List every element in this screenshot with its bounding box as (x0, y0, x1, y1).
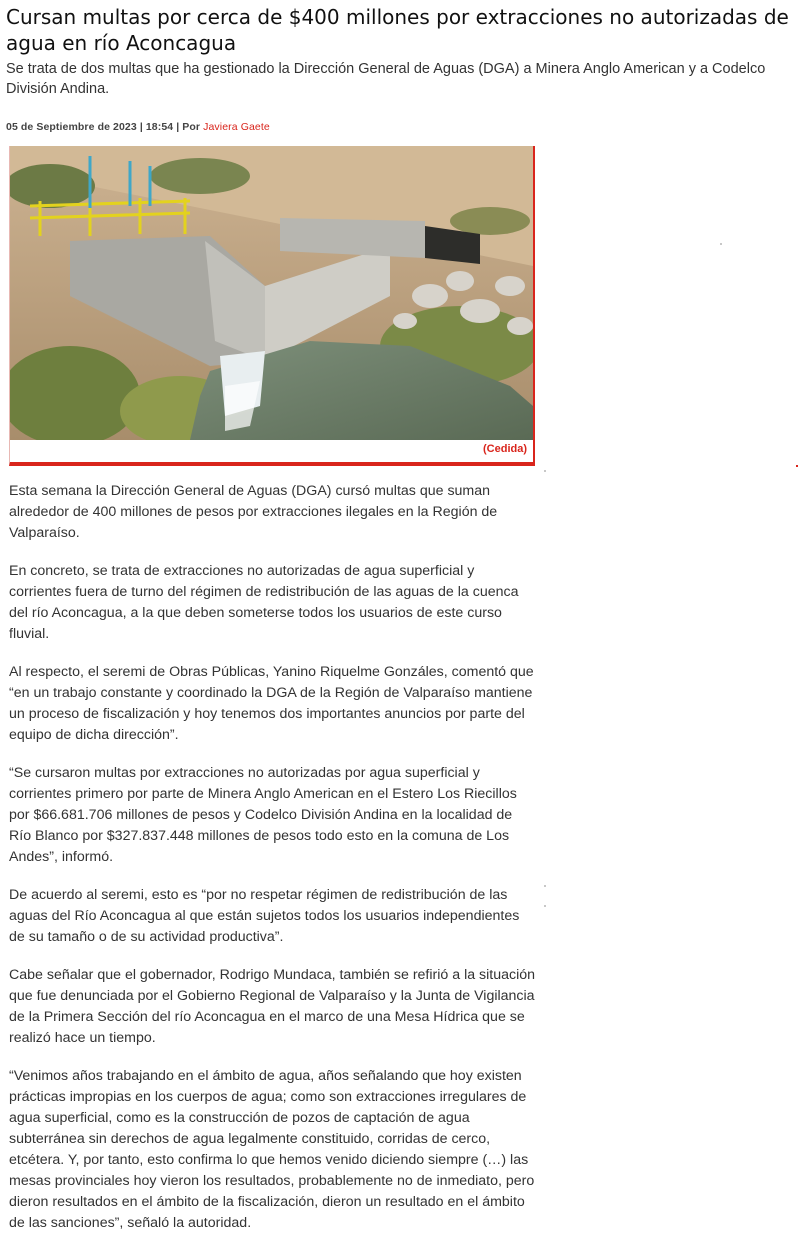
margin-speck (544, 470, 546, 472)
article-subtitle: Se trata de dos multas que ha gestionado la Dirección General de Aguas (DGA) a Minera Anglo American y a Codelco División Andina. (6, 61, 766, 97)
article-body (9, 481, 537, 1251)
dam-photo-illustration (10, 146, 533, 440)
margin-speck (720, 243, 722, 245)
article-paragraph: De acuerdo al seremi, esto es “por no respetar régimen de redistribución de las aguas del Río Aconcagua al que están sujetos todos los usuarios independientes de su tamaño o de su actividad productiva”. (9, 887, 520, 945)
photo-credit: (Cedida) (483, 443, 527, 455)
article-paragraph: En concreto, se trata de extracciones no autorizadas de agua superficial y corrientes fuera de turno del régimen de redistribución de las aguas de la cuenca del río Aconcagua, a la que deben someterse todos los usuarios de este curso fluvial. (9, 563, 519, 642)
article-paragraph: “Venimos años trabajando en el ámbito de agua, años señalando que hoy existen prácticas impropias en los cuerpos de agua; como son extracciones irregulares de agua superficial, como es la construcción de pozos de captación de agua subterránea sin derechos de agua legalmente constituido, corridas de cerco, etcétera. Y, por tanto, esto confirma lo que hemos venido diciendo siempre (…) las mesas provinciales hoy vieron los resultados, probablemente no de inmediato, pero dieron resultados en el ámbito de la fiscalización, dieron un resultado en el ámbito de las sanciones”, señaló la autoridad. (9, 1068, 535, 1231)
article-photo (9, 146, 535, 466)
article-date: 05 de Septiembre de 2023 | 18:54 | Por (6, 121, 201, 133)
article-paragraph: Al respecto, el seremi de Obras Públicas, Yanino Riquelme Gonzáles, comentó que “en un trabajo constante y coordinado la DGA de la Región de Valparaíso mantiene un proceso de fiscalización y hoy tenemos dos importantes anuncios por parte del equipo de dicha dirección”. (9, 664, 534, 743)
margin-speck (544, 885, 546, 887)
article-byline (6, 121, 270, 133)
margin-speck (544, 905, 546, 907)
article-paragraph: Esta semana la Dirección General de Aguas (DGA) cursó multas que suman alrededor de 400 millones de pesos por extracciones ilegales en la Región de Valparaíso. (9, 483, 498, 541)
author-link[interactable]: Javiera Gaete (203, 121, 270, 133)
article-headline: Cursan multas por cerca de $400 millones por extracciones no autorizadas de agua en río Aconcagua (6, 5, 789, 55)
article-paragraph: “Se cursaron multas por extracciones no autorizadas por agua superficial y corrientes primero por parte de Minera Anglo American en el Estero Los Riecillos por $66.681.706 millones de pesos y Codelco División Andina en la localidad de Río Blanco por $327.837.448 millones de pesos todo esto en la comuna de Los Andes”, informó. (9, 765, 517, 865)
margin-speck (796, 465, 798, 467)
article-paragraph: Cabe señalar que el gobernador, Rodrigo Mundaca, también se refirió a la situación que fue denunciada por el Gobierno Regional de Valparaíso y la Junta de Vigilancia de la Primera Sección del río Aconcagua en el marco de una Mesa Hídrica que se realizó hace un tiempo. (9, 967, 536, 1046)
